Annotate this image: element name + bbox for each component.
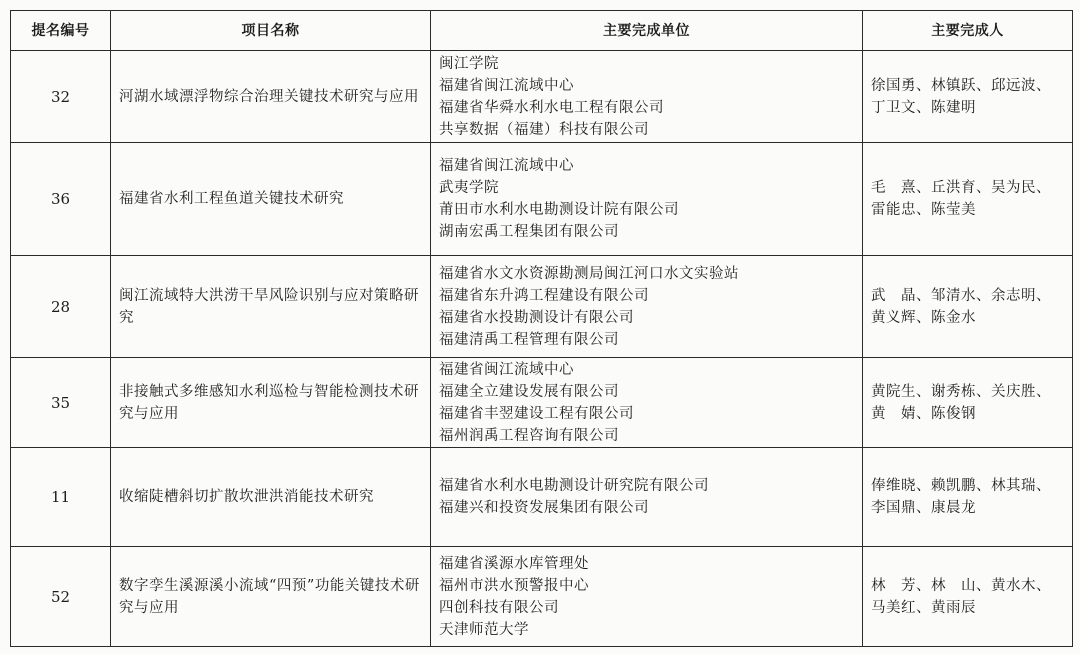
table-row bbox=[11, 448, 1073, 547]
nomination-id: 11 bbox=[11, 448, 111, 547]
person-line: 毛 熹、丘洪育、吴为民、 bbox=[871, 180, 1051, 196]
header-main-units: 主要完成单位 bbox=[431, 11, 863, 51]
nomination-id: 36 bbox=[11, 143, 111, 256]
unit-line: 武夷学院 bbox=[439, 180, 499, 196]
unit-line: 天津师范大学 bbox=[439, 621, 529, 638]
main-persons bbox=[863, 547, 1073, 647]
main-persons bbox=[863, 51, 1073, 143]
unit-line: 福建省水文水资源勘测局闽江河口水文实验站 bbox=[439, 265, 739, 282]
person-line: 徐国勇、林镇跃、邱远波、 bbox=[871, 77, 1051, 94]
person-line: 黄 婧、陈俊钢 bbox=[871, 405, 976, 422]
unit-line: 福州市洪水预警报中心 bbox=[439, 577, 589, 594]
unit-line: 莆田市水利水电勘测设计院有限公司 bbox=[439, 202, 679, 218]
project-name: 福建省水利工程鱼道关键技术研究 bbox=[111, 143, 431, 256]
nomination-id: 32 bbox=[11, 51, 111, 143]
main-units bbox=[431, 547, 863, 647]
unit-line: 福建省闽江流域中心 bbox=[439, 77, 574, 94]
project-name: 收缩陡槽斜切扩散坎泄洪消能技术研究 bbox=[111, 448, 431, 547]
unit-line: 福建省溪源水库管理处 bbox=[439, 555, 589, 572]
person-line: 丁卫文、陈建明 bbox=[871, 99, 976, 116]
nomination-id: 35 bbox=[11, 358, 111, 448]
unit-line: 福建省水投勘测设计有限公司 bbox=[439, 309, 634, 326]
unit-line: 福建省水利水电勘测设计研究院有限公司 bbox=[439, 478, 709, 494]
main-units bbox=[431, 51, 863, 143]
person-line: 马美红、黄雨辰 bbox=[871, 599, 976, 616]
unit-line: 共享数据（福建）科技有限公司 bbox=[439, 121, 649, 138]
nomination-table bbox=[10, 10, 1073, 647]
main-persons bbox=[863, 256, 1073, 358]
table-row bbox=[11, 547, 1073, 647]
unit-line: 湖南宏禹工程集团有限公司 bbox=[439, 224, 619, 240]
main-persons bbox=[863, 448, 1073, 547]
main-persons bbox=[863, 143, 1073, 256]
header-nomination-id: 提名编号 bbox=[11, 11, 111, 51]
main-persons bbox=[863, 358, 1073, 448]
person-line: 俸维晓、赖凯鹏、林其瑞、 bbox=[871, 478, 1051, 494]
project-name: 闽江流域特大洪涝干旱风险识别与应对策略研究 bbox=[111, 256, 431, 358]
main-units bbox=[431, 448, 863, 547]
person-line: 黄义辉、陈金水 bbox=[871, 309, 976, 326]
unit-line: 福建清禹工程管理有限公司 bbox=[439, 331, 619, 348]
project-name: 河湖水域漂浮物综合治理关键技术研究与应用 bbox=[111, 51, 431, 143]
document-page bbox=[10, 10, 1072, 647]
main-units bbox=[431, 256, 863, 358]
unit-line: 福建省闽江流域中心 bbox=[439, 361, 574, 378]
header-project-name: 项目名称 bbox=[111, 11, 431, 51]
table-row bbox=[11, 358, 1073, 448]
unit-line: 福建省闽江流域中心 bbox=[439, 158, 574, 174]
unit-line: 闽江学院 bbox=[439, 55, 499, 72]
unit-line: 福建兴和投资发展集团有限公司 bbox=[439, 500, 649, 516]
main-units bbox=[431, 143, 863, 256]
person-line: 李国鼎、康晨龙 bbox=[871, 500, 976, 516]
unit-line: 福建省华舜水利水电工程有限公司 bbox=[439, 99, 664, 116]
unit-line: 四创科技有限公司 bbox=[439, 599, 559, 616]
project-name: 非接触式多维感知水利巡检与智能检测技术研究与应用 bbox=[111, 358, 431, 448]
unit-line: 福建省丰翌建设工程有限公司 bbox=[439, 405, 634, 422]
person-line: 雷能忠、陈莹美 bbox=[871, 202, 976, 218]
nomination-id: 52 bbox=[11, 547, 111, 647]
unit-line: 福州润禹工程咨询有限公司 bbox=[439, 427, 619, 444]
main-units bbox=[431, 358, 863, 448]
table-row bbox=[11, 143, 1073, 256]
unit-line: 福建全立建设发展有限公司 bbox=[439, 383, 619, 400]
person-line: 武 晶、邹清水、余志明、 bbox=[871, 287, 1051, 304]
table-row bbox=[11, 51, 1073, 143]
header-main-persons: 主要完成人 bbox=[863, 11, 1073, 51]
unit-line: 福建省东升鸿工程建设有限公司 bbox=[439, 287, 649, 304]
project-name: 数字孪生溪源溪小流域“四预”功能关键技术研究与应用 bbox=[111, 547, 431, 647]
person-line: 黄院生、谢秀栋、关庆胜、 bbox=[871, 383, 1051, 400]
table-header-row bbox=[11, 11, 1073, 51]
person-line: 林 芳、林 山、黄水木、 bbox=[871, 577, 1051, 594]
nomination-id: 28 bbox=[11, 256, 111, 358]
table-row bbox=[11, 256, 1073, 358]
